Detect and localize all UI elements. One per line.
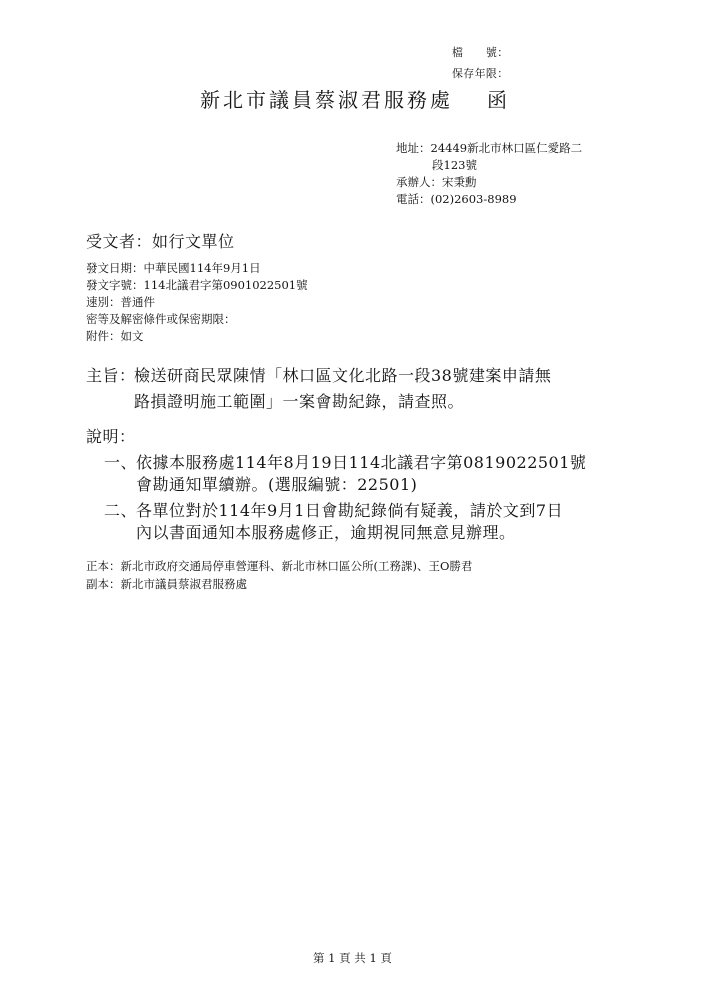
explanation-item-line: 內以書面通知本服務處修正，逾期視同無意見辦理。 — [136, 523, 516, 542]
explanation-item-number: 一、 — [104, 453, 138, 472]
issue-date: 發文日期：中華民國114年9月1日 — [86, 261, 261, 275]
explanation-item-number: 二、 — [104, 501, 138, 520]
explanation-label: 說明： — [86, 427, 136, 446]
original-recipients: 正本：新北市政府交通局停車營運科、新北市林口區公所(工務課)、王O勝君 — [86, 559, 473, 573]
explanation-item-line: 各單位對於114年9月1日會勘紀錄倘有疑義，請於文到7日 — [136, 501, 564, 520]
subject-label: 主旨： — [86, 366, 136, 385]
explanation-item-line: 會勘通知單續辦。(選服編號：22501) — [136, 475, 418, 494]
delivery-speed: 速別：普通件 — [86, 295, 155, 309]
contact-handler: 承辦人：宋秉勳 — [396, 175, 477, 189]
doc-type-label: 函 — [487, 88, 507, 112]
file-number-label: 檔 號： — [452, 46, 509, 59]
retention-period-label: 保存年限： — [452, 67, 509, 80]
contact-address-line2: 段123號 — [432, 158, 477, 172]
subject-line2: 路損證明施工範圍」一案會勘紀錄，請查照。 — [134, 392, 465, 411]
office-title: 新北市議員蔡淑君服務處 — [200, 88, 453, 112]
copy-recipients: 副本：新北市議員蔡淑君服務處 — [86, 577, 247, 591]
subject-line1: 檢送研商民眾陳情「林口區文化北路一段38號建案申請無 — [134, 366, 552, 385]
page-indicator: 第 1 頁 共 1 頁 — [313, 951, 392, 965]
contact-address-line1: 地址：24449新北市林口區仁愛路二 — [396, 141, 583, 155]
secrecy-level: 密等及解密條件或保密期限： — [86, 312, 236, 326]
recipient-line: 受文者：如行文單位 — [86, 232, 235, 251]
explanation-item-line: 依據本服務處114年8月19日114北議君字第0819022501號 — [136, 453, 587, 472]
attachment-line: 附件：如文 — [86, 329, 144, 343]
contact-phone: 電話：(02)2603-8989 — [396, 192, 517, 206]
document-number: 發文字號：114北議君字第0901022501號 — [86, 278, 308, 292]
